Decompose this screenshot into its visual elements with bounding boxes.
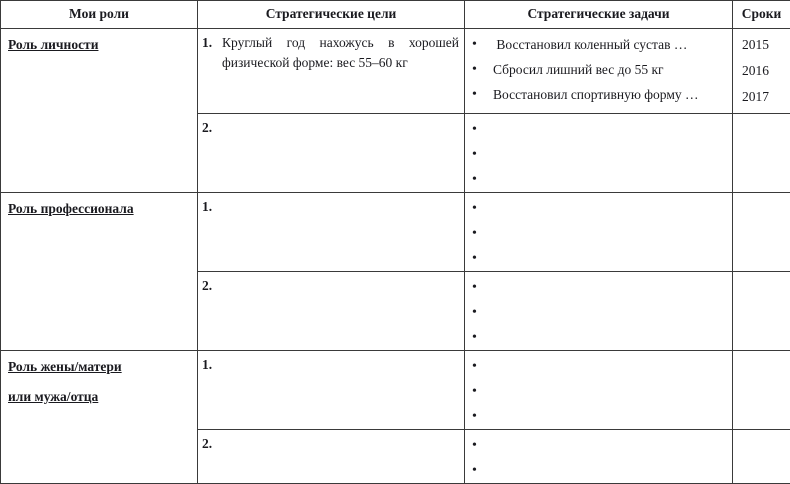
goal-text: Круглый год нахожусь в хорошей физической форме: вес 55–60 кг [222, 33, 459, 73]
goal-cell [198, 430, 465, 484]
goal-item [202, 355, 459, 375]
header-row [1, 1, 790, 29]
tasks-cell [465, 193, 733, 272]
task-list [465, 193, 732, 271]
role-cell-family [1, 351, 198, 484]
task-item [465, 167, 728, 192]
task-item [465, 117, 728, 142]
table-row [1, 29, 790, 114]
goal-number: 2. [202, 276, 222, 296]
task-item [465, 325, 728, 350]
deadline-year: 2017 [742, 84, 790, 110]
task-item: • Восстановил спортивную форму … [465, 82, 728, 107]
goal-number: 2. [202, 434, 222, 454]
header-my-roles: Мои роли [1, 1, 198, 29]
task-list [465, 430, 732, 483]
task-list [465, 351, 732, 429]
header-deadlines: Сроки [733, 1, 790, 29]
goal-cell [198, 29, 465, 114]
goal-item [202, 118, 459, 138]
goal-cell [198, 351, 465, 430]
task-item [465, 433, 728, 458]
tasks-cell [465, 29, 733, 114]
header-strategic-goals: Стратегические цели [198, 1, 465, 29]
goal-cell [198, 114, 465, 193]
deadline-cell [733, 193, 790, 272]
goal-item [202, 33, 459, 73]
goal-text [222, 118, 459, 138]
task-item: • Восстановил коленный сустав … [465, 32, 728, 57]
role-cell-professional [1, 193, 198, 351]
table-row [1, 351, 790, 430]
deadline-cell [733, 430, 790, 484]
tasks-cell [465, 430, 733, 484]
goal-number: 1. [202, 33, 222, 73]
task-item [465, 196, 728, 221]
header-strategic-tasks: Стратегические задачи [465, 1, 733, 29]
goal-text [222, 197, 459, 217]
goal-item [202, 434, 459, 454]
task-item [465, 379, 728, 404]
task-item [465, 300, 728, 325]
tasks-cell [465, 272, 733, 351]
deadline-year: 2016 [742, 58, 790, 84]
goal-text [222, 434, 459, 454]
goal-text [222, 355, 459, 375]
deadline-year: 2015 [742, 32, 790, 58]
goal-number: 2. [202, 118, 222, 138]
goal-cell [198, 193, 465, 272]
deadline-cell [733, 351, 790, 430]
deadline-cell [733, 29, 790, 114]
role-label: Роль личности [8, 36, 189, 53]
goal-item [202, 197, 459, 217]
tasks-cell [465, 114, 733, 193]
goal-cell [198, 272, 465, 351]
task-item [465, 458, 728, 483]
goal-text [222, 276, 459, 296]
task-item: • Сбросил лишний вес до 55 кг [465, 57, 728, 82]
task-item [465, 246, 728, 271]
task-item [465, 221, 728, 246]
tasks-cell [465, 351, 733, 430]
role-cell-personality [1, 29, 198, 193]
table-row [1, 193, 790, 272]
task-list [465, 114, 732, 192]
task-item [465, 275, 728, 300]
role-label: или мужа/отца [8, 388, 189, 405]
task-list [465, 29, 732, 107]
task-item [465, 404, 728, 429]
goal-item [202, 276, 459, 296]
deadline-cell [733, 114, 790, 193]
task-item [465, 354, 728, 379]
deadline-cell [733, 272, 790, 351]
task-item [465, 142, 728, 167]
task-list [465, 272, 732, 350]
role-label: Роль профессионала [8, 200, 189, 217]
role-label: Роль жены/матери [8, 358, 189, 375]
goal-number: 1. [202, 355, 222, 375]
goal-number: 1. [202, 197, 222, 217]
